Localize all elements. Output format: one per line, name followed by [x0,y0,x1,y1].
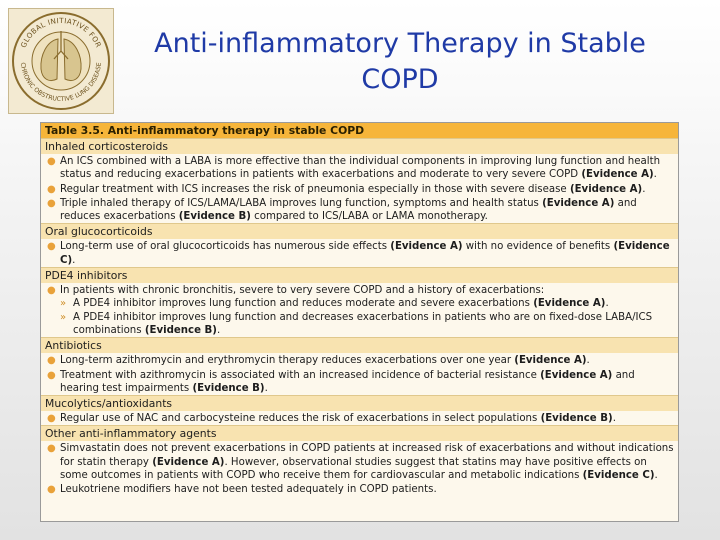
evidence-level: (Evidence A) [542,197,615,209]
item-text-tail: . However, observational studies suggest that statins may have positive effects on some outcomes in patients with COPD who receive them for cardiovascular and metabolic indications [60,456,647,482]
sub-list-item [41,297,678,310]
list-item [41,482,678,496]
evidence-level: (Evidence B) [540,413,613,425]
section-heading: Mucolytics/antioxidants [41,395,678,411]
bullet-icon: ● [47,369,56,381]
item-text-tail: . [586,355,590,367]
item-text-tail: with no evidence of benefits [462,241,614,253]
therapy-table [40,122,679,522]
sub-list-item [41,311,678,338]
bullet-icon: ● [47,355,56,367]
bullet-icon: ● [47,197,56,209]
section-heading: PDE4 inhibitors [41,267,678,283]
item-text-tail: . [654,470,658,482]
item-text-tail: . [642,183,646,195]
item-text: Simvastatin does not prevent exacerbations in COPD patients at increased risk of exacerbations and without indications for statin therapy [60,443,674,468]
slide-title: Anti-inflammatory Therapy in Stable COPD [154,28,646,95]
evidence-level: (Evidence A) [152,456,225,468]
evidence-level: (Evidence A) [390,241,463,253]
gold-logo [8,8,114,114]
item-text: Treatment with azithromycin is associated with an increased incidence of bacterial resistance [60,369,541,381]
item-text-tail: . [612,413,616,425]
list-item [41,353,678,367]
list-item [41,239,678,267]
evidence-level: (Evidence C) [60,241,670,266]
item-text: Long-term azithromycin and erythromycin therapy reduces exacerbations over one year [60,355,515,367]
item-text: Leukotriene modifiers have not been tested adequately in COPD patients. [60,484,437,496]
item-text-tail: . [605,298,609,310]
item-text-tail: and reduces exacerbations [60,197,637,223]
evidence-level: (Evidence A) [540,369,613,381]
list-item [41,154,678,182]
evidence-level: (Evidence A) [569,183,643,195]
table-caption: Table 3.5. Anti-inflammatory therapy in stable COPD [41,123,678,138]
section-heading: Oral glucocorticoids [41,223,678,239]
item-text-tail: and hearing test impairments [60,369,635,394]
bullet-icon: ● [47,443,56,455]
logo-arc-top-text: GLOBAL INITIATIVE FOR [18,15,104,50]
item-text: Triple inhaled therapy of ICS/LAMA/LABA improves lung function, symptoms and health status [60,197,543,209]
evidence-level: (Evidence B) [178,211,251,223]
evidence-level: (Evidence A) [514,355,587,367]
sub-bullet-icon: » [60,311,67,323]
item-text: Regular use of NAC and carbocysteine reduces the risk of exacerbations in select populations [60,413,541,425]
evidence-level: (Evidence B) [144,324,217,336]
evidence-level: (Evidence A) [533,298,606,310]
item-text: In patients with chronic bronchitis, severe to very severe COPD and a history of exacerbations: [60,285,545,297]
bullet-icon: ● [47,241,56,253]
bullet-icon: ● [47,413,56,425]
item-text-tail: compared to ICS/LABA or LAMA monotherapy. [250,211,488,223]
bullet-icon: ● [47,484,56,496]
item-text-tail: . [72,254,76,266]
list-item [41,368,678,396]
bullet-icon: ● [47,156,56,167]
item-text: A PDE4 inhibitor improves lung function and reduces moderate and severe exacerbations [73,298,534,310]
item-text: A PDE4 inhibitor improves lung function and decreases exacerbations in patients who are on fixed-dose LABA/ICS combinations [73,311,653,336]
evidence-level: (Evidence C) [582,470,655,482]
table-body [41,138,678,497]
list-item [41,283,678,297]
sub-bullet-icon: » [60,298,67,310]
item-text-tail: . [216,324,221,336]
list-item [41,196,678,224]
section-heading: Other anti-inflammatory agents [41,425,678,441]
item-text: Long-term use of oral glucocorticoids has numerous side effects [60,241,391,253]
item-text: An ICS combined with a LABA is more effective than the individual components in improving lung function and health status and reducing exacerbations in patients with exacerbations and moderate to very severe COPD [60,156,661,181]
evidence-level: (Evidence B) [192,382,265,394]
list-item [41,411,678,425]
list-item [41,441,678,482]
logo-arc-bottom-text: CHRONIC OBSTRUCTIVE LUNG DISEASE [18,62,104,104]
section-heading: Inhaled corticosteroids [41,138,678,154]
item-text-tail: . [653,169,657,181]
section-heading: Antibiotics [41,337,678,353]
item-text-tail: . [264,382,268,394]
bullet-icon: ● [47,183,56,195]
list-item [41,182,678,196]
evidence-level: (Evidence A) [581,169,654,181]
gold-logo-emblem-icon [9,9,113,113]
bullet-icon: ● [47,285,56,297]
item-text: Regular treatment with ICS increases the risk of pneumonia especially in those with severe disease [60,183,570,195]
